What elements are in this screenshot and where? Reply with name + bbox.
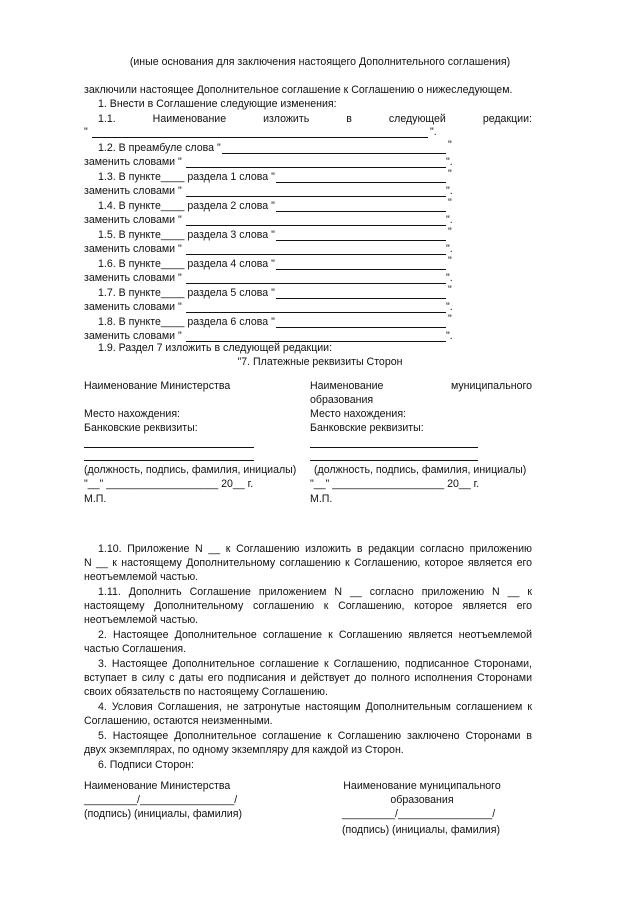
ministry-date: "__" ___________________ 20__ г. — [84, 478, 254, 490]
sign-municipality-name-cont: образования — [390, 794, 454, 806]
municipality-name — [310, 380, 532, 393]
clause-1-9: 1.9. Раздел 7 изложить в следующей редакции: — [98, 342, 333, 354]
quote-close: " — [448, 139, 452, 151]
change-item-replace: заменить словами " — [84, 156, 182, 168]
change-item-line: 1.2. В преамбуле слова " — [98, 142, 221, 154]
basis-caption: (иные основания для заключения настоящего Дополнительного соглашения) — [129, 56, 511, 68]
blank-line — [276, 298, 446, 299]
clause-line: своих обязательств по настоящему Соглашению. — [84, 686, 328, 698]
blank-line — [276, 211, 446, 212]
municipality-bank: Банковские реквизиты: — [310, 422, 424, 434]
municipality-location: Место нахождения: — [310, 408, 407, 420]
sign-ministry-name: Наименование Министерства — [84, 780, 231, 792]
clause-1-1-word: редакции: — [482, 113, 532, 125]
change-item-replace: заменить словами " — [84, 243, 182, 255]
bank-line — [310, 447, 478, 448]
municipality-stamp: М.П. — [310, 493, 333, 505]
change-item-line: 1.7. В пункте____ раздела 5 слова " — [98, 287, 275, 299]
quote-close: ". — [446, 214, 453, 226]
municipality-date: "__" ___________________ 20__ г. — [310, 478, 480, 490]
change-item-replace: заменить словами " — [84, 272, 182, 284]
quote-close: " — [448, 226, 452, 238]
quote-close: " — [448, 168, 452, 180]
clause-line: двух экземплярах, по одному экземпляру для каждой из Сторон. — [84, 744, 404, 756]
clause-line: частью Соглашения. — [84, 643, 187, 655]
quote-close: ". — [446, 156, 453, 168]
ministry-sign-caption: (должность, подпись, фамилия, инициалы) — [84, 464, 297, 476]
quote-close: " — [448, 313, 452, 325]
clause-line: 4. Условия Соглашения, не затронутые настоящим Дополнительным соглашением к — [98, 701, 532, 713]
quote-close: ". — [446, 243, 453, 255]
ministry-bank: Банковские реквизиты: — [84, 422, 198, 434]
sign-municipality-name: Наименование муниципального — [343, 780, 501, 792]
blank-line — [276, 269, 446, 270]
clause-1: 1. Внести в Соглашение следующие изменения: — [98, 98, 337, 110]
section-7-title: "7. Платежные реквизиты Сторон — [237, 356, 403, 368]
blank-line — [186, 167, 446, 168]
clause-1-1-word: в — [346, 113, 352, 125]
municipality-name-word: муниципального — [450, 380, 532, 392]
blank-line — [222, 153, 446, 154]
clause-line: 3. Настоящее Дополнительное соглашение к Соглашению, подписанное Сторонами, — [98, 658, 532, 670]
sign-ministry-line: _________/________________/ — [84, 794, 238, 806]
clause-line: Соглашению, остаются неизменными. — [84, 715, 273, 727]
sign-municipality-line: _________/________________/ — [342, 808, 496, 820]
blank-line — [92, 137, 428, 138]
blank-line — [186, 196, 446, 197]
clause-line: 1.10. Приложение N __ к Соглашению изложить в редакции согласно приложению — [98, 543, 532, 555]
blank-line — [276, 240, 446, 241]
clause-line: неотъемлемой частью. — [84, 614, 199, 626]
clause-1-1-word: 1.1. — [98, 113, 116, 125]
blank-line — [186, 225, 446, 226]
municipality-name-cont: образования — [310, 394, 374, 406]
change-item-replace: заменить словами " — [84, 330, 182, 342]
sign-ministry-caption: (подпись) (инициалы, фамилия) — [84, 808, 242, 820]
clause-line: 5. Настоящее Дополнительное соглашение к Соглашению заключено Сторонами в — [98, 730, 532, 742]
clause-1-1-word: следующей — [388, 113, 446, 125]
ministry-name: Наименование Министерства — [84, 380, 231, 392]
bank-line — [310, 460, 478, 461]
quote-close: ". — [430, 126, 437, 138]
intro-text: заключили настоящее Дополнительное соглашение к Соглашению о нижеследующем. — [84, 84, 513, 96]
quote-close: ". — [446, 272, 453, 284]
change-item-line: 1.6. В пункте____ раздела 4 слова " — [98, 258, 275, 270]
quote-open: " — [84, 126, 88, 138]
change-item-line: 1.3. В пункте____ раздела 1 слова " — [98, 171, 275, 183]
blank-line — [276, 182, 446, 183]
change-item-replace: заменить словами " — [84, 214, 182, 226]
clause-1-1-word: Наименование — [152, 113, 227, 125]
quote-close: " — [448, 284, 452, 296]
ministry-stamp: М.П. — [84, 493, 107, 505]
blank-line — [276, 327, 446, 328]
quote-close: ". — [446, 301, 453, 313]
clause-line: 2. Настоящее Дополнительное соглашение к Соглашению является неотъемлемой — [98, 629, 532, 641]
change-item-line: 1.4. В пункте____ раздела 2 слова " — [98, 200, 275, 212]
quote-close: " — [448, 255, 452, 267]
quote-close: ". — [446, 185, 453, 197]
clause-1-1-word: изложить — [263, 113, 310, 125]
blank-line — [186, 312, 446, 313]
municipality-name-word: Наименование — [310, 380, 384, 392]
municipality-sign-caption: (должность, подпись, фамилия, инициалы) — [314, 464, 527, 476]
change-item-line: 1.5. В пункте____ раздела 3 слова " — [98, 229, 275, 241]
change-item-replace: заменить словами " — [84, 185, 182, 197]
change-item-line: 1.8. В пункте____ раздела 6 слова " — [98, 316, 275, 328]
quote-close: ". — [446, 330, 453, 342]
clause-line: N __ к настоящему Дополнительному соглашению к Соглашению, которое является его — [84, 557, 532, 569]
clause-line: настоящему Дополнительному соглашению к Соглашению, которое является его — [84, 600, 532, 612]
blank-line — [186, 254, 446, 255]
ministry-location: Место нахождения: — [84, 408, 181, 420]
blank-line — [186, 283, 446, 284]
sign-municipality-caption: (подпись) (инициалы, фамилия) — [342, 824, 500, 836]
bank-line — [84, 447, 254, 448]
clause-line: вступает в силу с даты его подписания и действует до полного исполнения Сторонами — [84, 672, 532, 684]
clause-line: 1.11. Дополнить Соглашение приложением N __ согласно приложению N __ к — [98, 586, 532, 598]
clause-1-1 — [98, 113, 532, 126]
clause-line: неотъемлемой частью. — [84, 571, 199, 583]
change-item-replace: заменить словами " — [84, 301, 182, 313]
bank-line — [84, 460, 254, 461]
clause-6: 6. Подписи Сторон: — [98, 759, 194, 771]
quote-close: " — [448, 197, 452, 209]
